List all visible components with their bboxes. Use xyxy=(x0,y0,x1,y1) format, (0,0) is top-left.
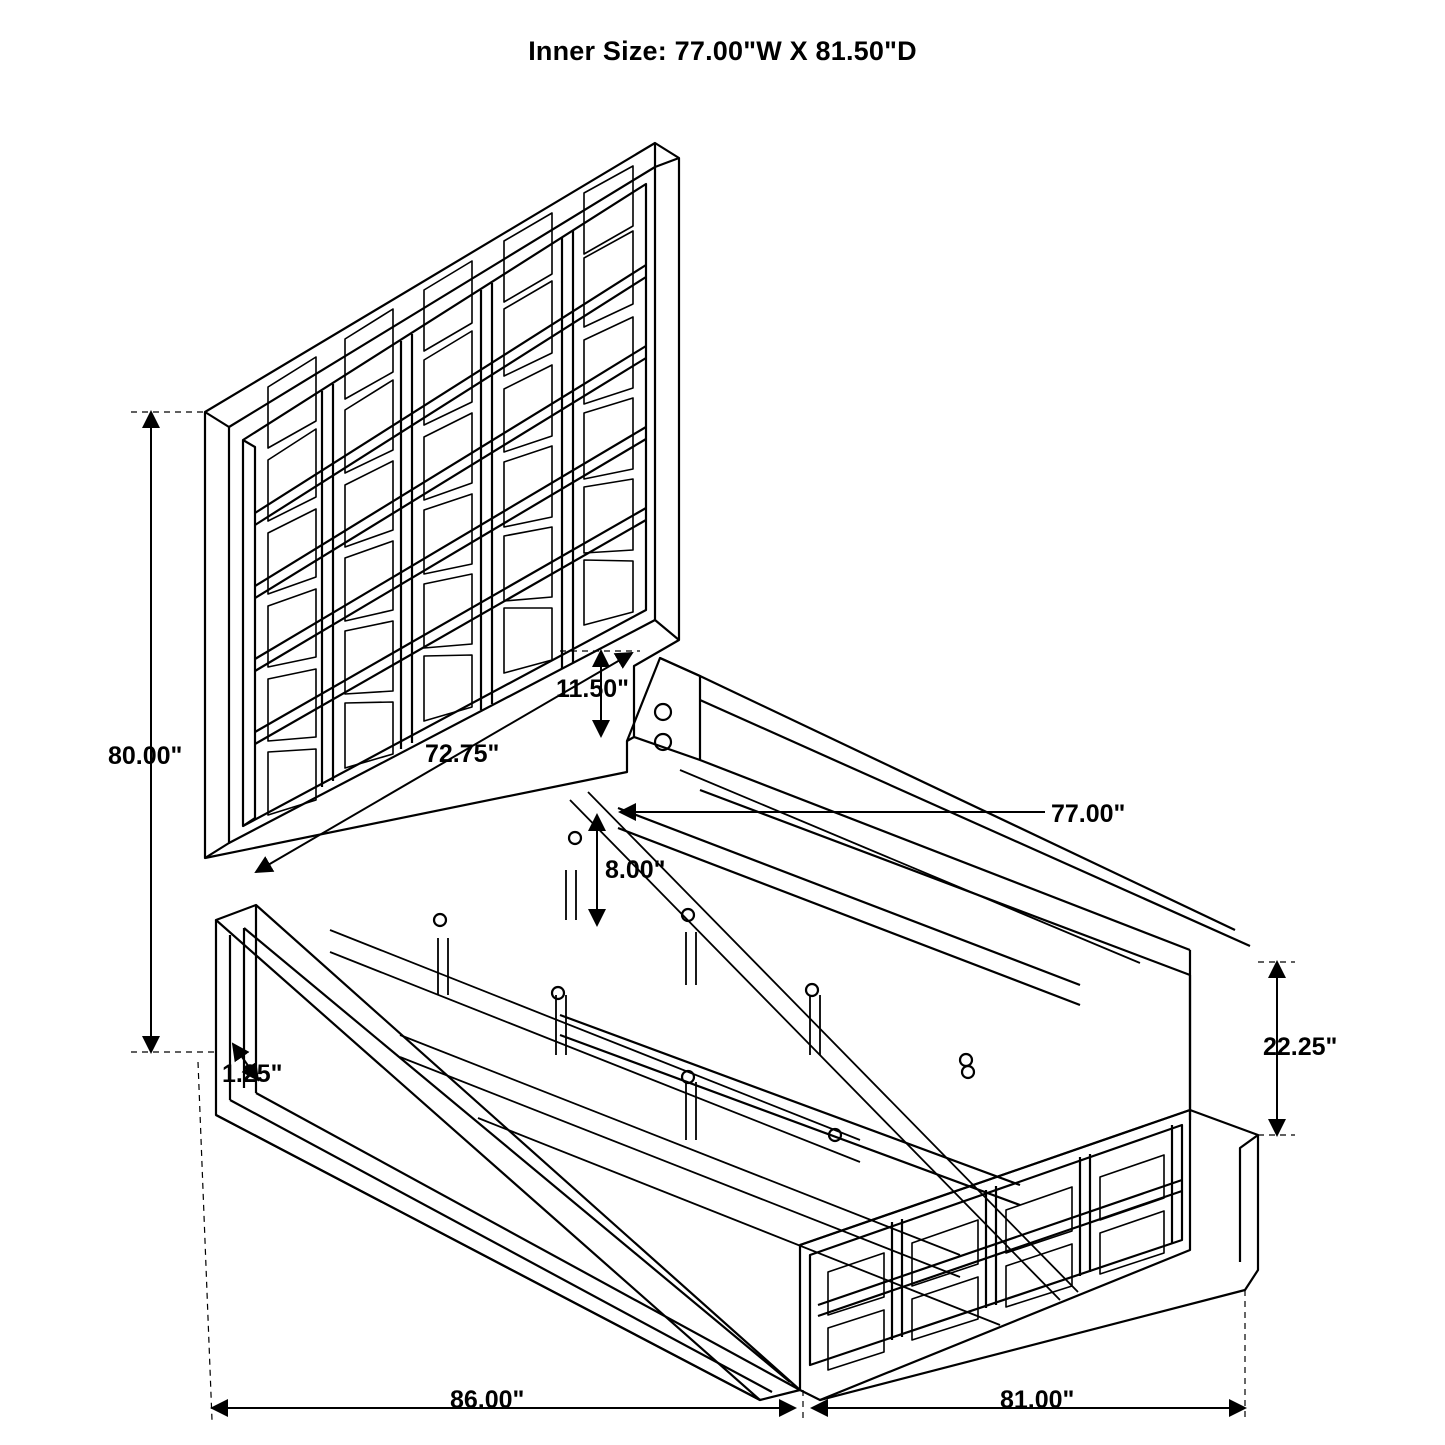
dimension-label-overall-width: 81.00" xyxy=(1000,1386,1075,1414)
dimension-lines xyxy=(131,412,1295,1420)
diagram-title: Inner Size: 77.00"W X 81.50"D xyxy=(528,36,917,66)
dimension-label-overall-length: 86.00" xyxy=(450,1386,525,1414)
dimension-label-slat-clearance: 8.00" xyxy=(605,856,666,884)
dimension-label-headboard-width: 72.75" xyxy=(425,740,500,768)
dimension-label-footboard-height: 22.25" xyxy=(1263,1033,1338,1061)
dimension-label-overall-height: 80.00" xyxy=(108,742,183,770)
dimension-label-rail-thickness: 1.25" xyxy=(222,1060,283,1088)
dimension-label-inner-width: 77.00" xyxy=(1051,800,1126,828)
footboard-group xyxy=(800,1110,1258,1400)
dimension-label-headboard-offset: 11.50" xyxy=(556,675,630,703)
